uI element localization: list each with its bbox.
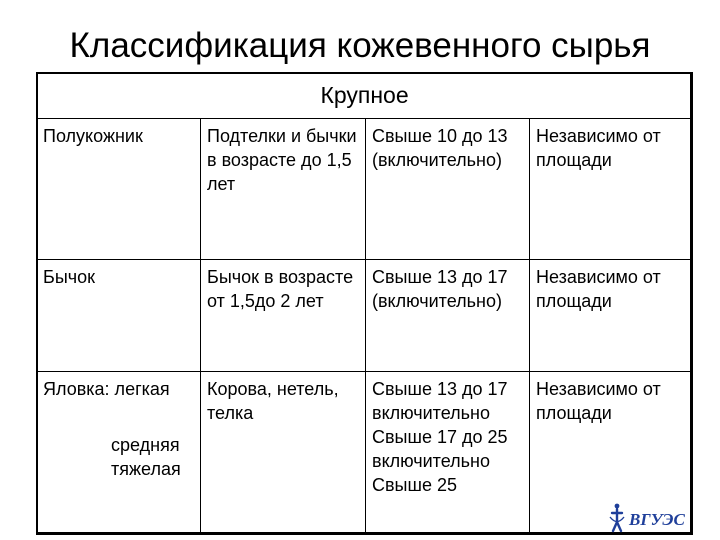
category-line: Яловка: легкая xyxy=(43,379,170,399)
category-cell: Бычок xyxy=(37,260,201,372)
area-cell: Независимо от площади xyxy=(530,372,693,535)
area-cell: Независимо от площади xyxy=(530,260,693,372)
table-row xyxy=(37,119,693,260)
category-line: тяжелая xyxy=(111,459,181,479)
weight-range-cell xyxy=(366,372,530,535)
weight-range-cell: Свыше 13 до 17 (включительно) xyxy=(366,260,530,372)
category-line: средняя xyxy=(111,435,180,455)
table-row xyxy=(37,372,693,535)
category-cell xyxy=(37,372,201,535)
weight-range-line: Свыше 17 до 25 включительно xyxy=(372,427,508,471)
description-cell: Подтелки и бычки в возрасте до 1,5 лет xyxy=(201,119,366,260)
category-cell: Полукожник xyxy=(37,119,201,260)
table-row xyxy=(37,260,693,372)
weight-range-cell: Свыше 10 до 13 (включительно) xyxy=(366,119,530,260)
page-title: Классификация кожевенного сырья xyxy=(69,26,651,65)
university-logo-icon xyxy=(607,500,687,534)
classification-table xyxy=(36,72,693,535)
logo-text: ВГУЭС xyxy=(629,510,685,529)
description-cell: Бычок в возрасте от 1,5до 2 лет xyxy=(201,260,366,372)
area-cell: Независимо от площади xyxy=(530,119,693,260)
description-cell: Корова, нетель, телка xyxy=(201,372,366,535)
table-header-cell: Крупное xyxy=(37,73,693,119)
weight-range-line: Свыше 13 до 17 включительно xyxy=(372,379,508,423)
table-header-row xyxy=(37,73,693,119)
weight-range-line: Свыше 25 xyxy=(372,475,457,495)
